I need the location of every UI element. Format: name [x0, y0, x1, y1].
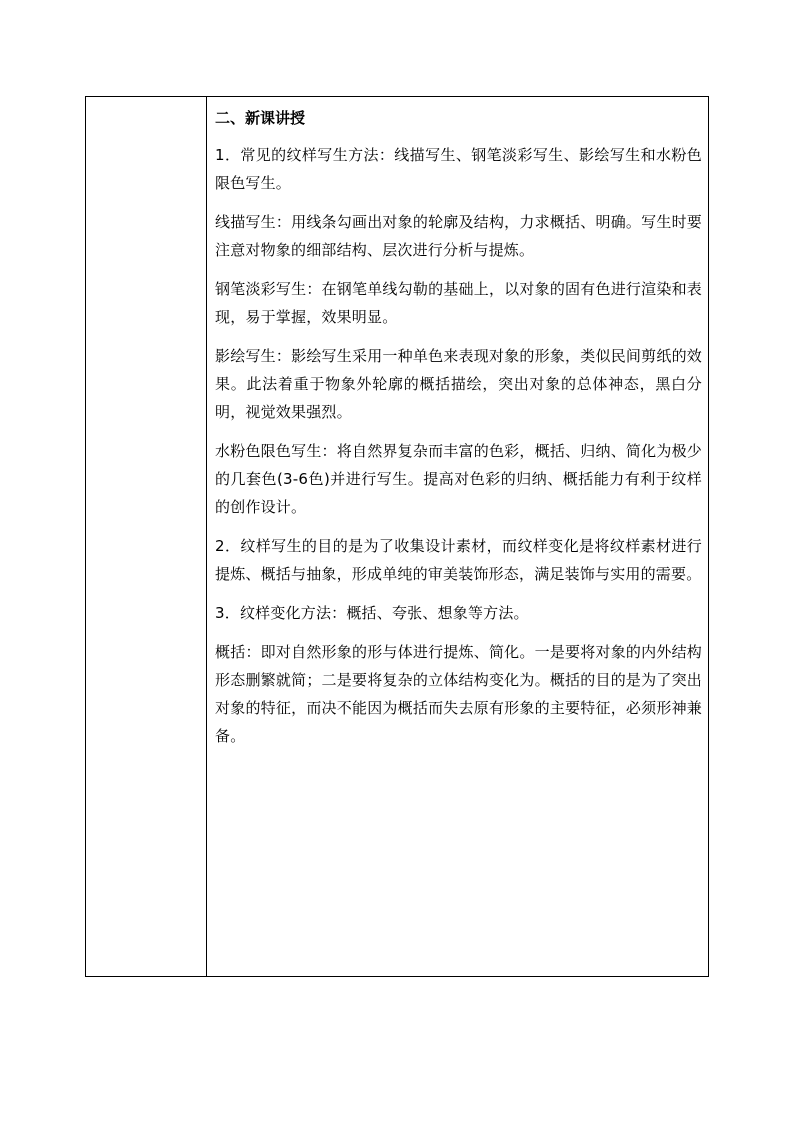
paragraph-line-sketch: 线描写生：用线条勾画出对象的轮廓及结构，力求概括、明确。写生时要注意对物象的细部结构、层次进行分析与提炼。	[215, 213, 702, 259]
paragraph-pen-wash-sketch: 钢笔淡彩写生：在钢笔单线勾勒的基础上，以对象的固有色进行渲染和表现，易于掌握，效果明显。	[215, 280, 702, 326]
section-heading: 二、新课讲授	[215, 109, 306, 127]
content-column-cell	[208, 97, 708, 976]
paragraph-variation-methods: 3．纹样变化方法：概括、夸张、想象等方法。	[215, 604, 529, 622]
paragraph-limited-color-sketch: 水粉色限色写生：将自然界复杂而丰富的色彩，概括、归纳、简化为极少的几套色(3-6色)并进行写生。提高对色彩的归纳、概括能力有利于纹样的创作设计。	[215, 442, 702, 516]
paragraph-silhouette-sketch: 影绘写生：影绘写生采用一种单色来表现对象的形象，类似民间剪纸的效果。此法着重于物象外轮廓的概括描绘，突出对象的总体神态，黑白分明，视觉效果强烈。	[215, 347, 702, 421]
lesson-table	[85, 96, 709, 977]
paragraph-methods-overview: 1．常见的纹样写生方法：线描写生、钢笔淡彩写生、影绘写生和水粉色限色写生。	[215, 146, 702, 192]
stage-column-cell	[86, 97, 207, 976]
paragraph-generalization: 概括：即对自然形象的形与体进行提炼、简化。一是要将对象的内外结构形态删繁就简；二是要将复杂的立体结构变化为。概括的目的是为了突出对象的特征，而决不能因为概括而失去原有形象的主要特征，必须形神兼备。	[215, 643, 702, 745]
paragraph-sketch-purpose: 2．纹样写生的目的是为了收集设计素材，而纹样变化是将纹样素材进行提炼、概括与抽象，形成单纯的审美装饰形态，满足装饰与实用的需要。	[215, 537, 702, 583]
